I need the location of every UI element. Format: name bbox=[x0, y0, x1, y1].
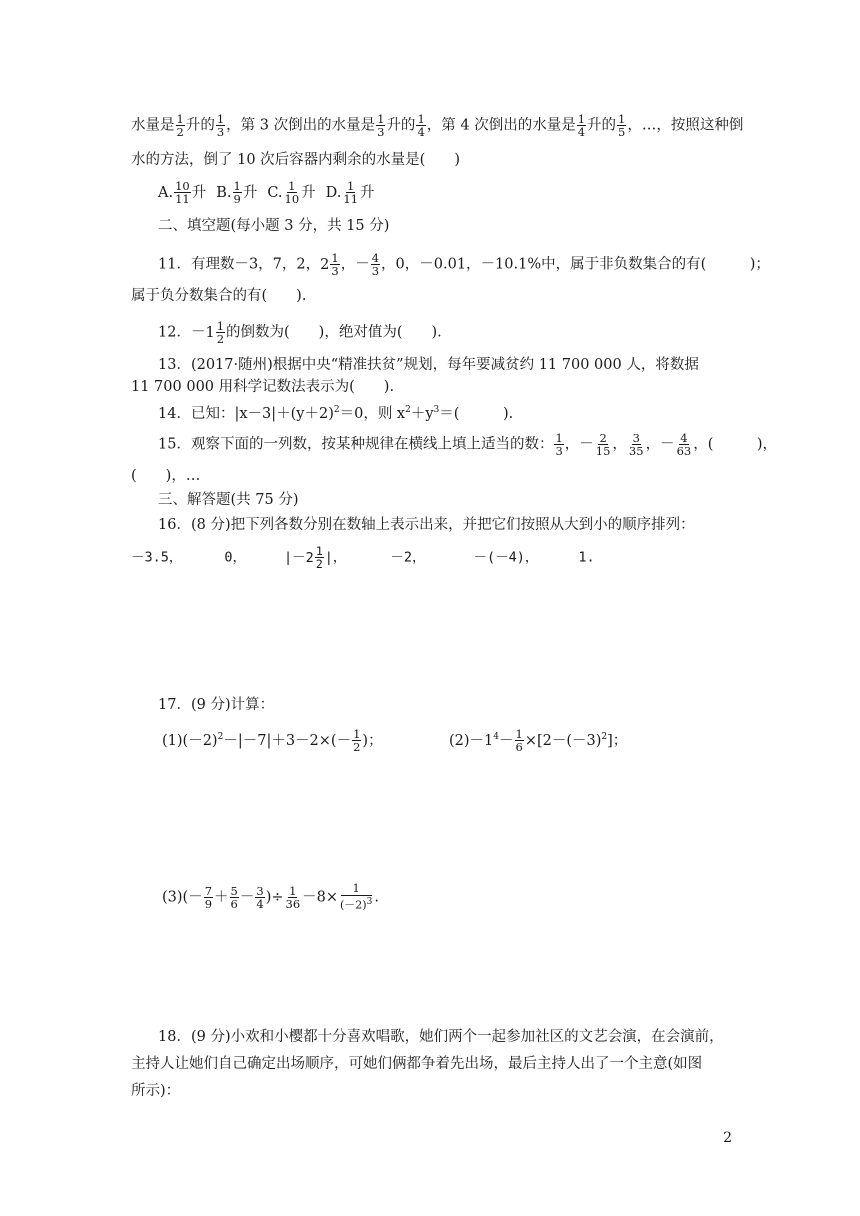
question-11-line-2: 属于负分数集合的有( ). bbox=[131, 288, 307, 304]
q10-line-2: 水的方法，倒了 10 次后容器内剩余的水量是( ) bbox=[131, 152, 460, 168]
fraction: $\frac{1}{2}$ bbox=[176, 112, 184, 139]
fraction: $\frac{1}{3}$ bbox=[377, 112, 385, 139]
question-11-line-1: 11．有理数－3，7，2， 2 $\frac{1}{3}$ ，－ $\frac{4}{3}$ ，0，－0.01，－10.1%中，属于非负数集合的有( )； bbox=[158, 251, 770, 278]
mixed-number: 2 $\frac{1}{3}$ bbox=[320, 251, 339, 278]
question-14: 14．已知：$|x-3|+(y+2)^2=0$，则 $x^2+y^3=$( ). bbox=[158, 405, 514, 422]
fraction: $\frac{1}{6}$ bbox=[515, 727, 523, 755]
question-13-line-1: 13．(2017·随州)根据中央“精准扶贫”规划，每年要减贫约 11 700 000 人，将数据 bbox=[158, 357, 699, 373]
question-18-line-2: 主持人让她们自己确定出场顺序，可她们俩都争着先出场，最后主持人出了一个主意(如图 bbox=[131, 1056, 703, 1072]
question-17-title: 17．(9 分)计算： bbox=[158, 697, 275, 713]
fraction: $\frac{2}{15}$ bbox=[595, 431, 611, 458]
question-15-line-1: 15．观察下面的一列数，按某种规律在横线上填上适当的数： $\frac{1}{3}$ ，－ $\frac{2}{15}$ ， $\frac{3}{35}$ ，－ $\frac{4}{63}$ ，( )， bbox=[158, 431, 778, 458]
option-b: B. $\frac{1}{9}$ 升 bbox=[216, 179, 258, 206]
question-12: 12．－ 1 $\frac{1}{2}$ 的倒数为( )，绝对值为( ). bbox=[158, 319, 442, 346]
fraction: $\frac{1}{(-2)^3}$ bbox=[340, 882, 373, 912]
option-d: D. $\frac{1}{11}$ 升 bbox=[325, 179, 375, 206]
question-17-part-1: $(1)(-2)^2-|-7|+3-2\times(-$ $\frac{1}{2}$ )； bbox=[162, 727, 383, 755]
q10-line-1: 水量是 $\frac{1}{2}$ 升的 $\frac{1}{3}$ ，第 3 次倒出的水量是 $\frac{1}{3}$ 升的 $\frac{1}{4}$ ，第 4 次倒出的水量是 $\frac{1}{4}$ 升的 $\frac{1}{5}$ ，…，按照这种倒 bbox=[131, 112, 744, 139]
question-17-part-2: $(2)-1^4-$ $\frac{1}{6}$ $\times[2-(-3)^2]$； bbox=[449, 727, 628, 755]
option-c: C. $\frac{1}{10}$ 升 bbox=[267, 179, 316, 206]
fraction: $\frac{1}{36}$ bbox=[285, 883, 301, 911]
mixed-number: 1 $\frac{1}{2}$ bbox=[205, 319, 225, 346]
question-15-line-2: ( )，… bbox=[131, 468, 201, 484]
fraction: $\frac{7}{9}$ bbox=[204, 883, 213, 911]
question-18-line-3: 所示)： bbox=[131, 1083, 181, 1099]
option-a: A. $\frac{10}{11}$ 升 bbox=[158, 179, 207, 206]
question-16-line-1: 16．(8 分)把下列各数分别在数轴上表示出来，并把它们按照从大到小的顺序排列： bbox=[158, 517, 695, 533]
fraction: $\frac{5}{6}$ bbox=[230, 883, 238, 911]
question-16-numbers: －3.5， 0， |－ 2 $\frac{1}{2}$ |， －2， －(－4)， 1. bbox=[131, 544, 595, 571]
fraction: $\frac{1}{5}$ bbox=[618, 112, 626, 139]
section-heading-solve: 三、解答题(共 75 分) bbox=[158, 492, 299, 508]
fraction: $\frac{3}{4}$ bbox=[256, 883, 264, 911]
fraction: $\frac{3}{35}$ bbox=[628, 431, 644, 458]
fraction: $\frac{1}{2}$ bbox=[353, 727, 361, 755]
fraction: $\frac{4}{63}$ bbox=[676, 431, 692, 458]
mixed-number: 2 $\frac{1}{2}$ bbox=[305, 544, 323, 571]
page-number: 2 bbox=[723, 1130, 732, 1146]
fraction: $\frac{1}{3}$ bbox=[555, 431, 563, 458]
fraction: $\frac{4}{3}$ bbox=[371, 251, 380, 278]
question-17-part-3: (3)(－ $\frac{7}{9}$ ＋ $\frac{5}{6}$ － $\frac{3}{4}$ )÷ $\frac{1}{36}$ －8× $\frac{1}{(-2)^3}$ . bbox=[162, 882, 379, 912]
q10-options bbox=[158, 180, 375, 205]
question-18-line-1: 18．(9 分)小欢和小樱都十分喜欢唱歌，她们两个一起参加社区的文艺会演，在会演前， bbox=[158, 1029, 724, 1045]
fraction: $\frac{1}{4}$ bbox=[417, 112, 425, 139]
section-heading-fill-in: 二、填空题(每小题 3 分，共 15 分) bbox=[158, 218, 390, 234]
fraction: $\frac{1}{4}$ bbox=[577, 112, 586, 139]
fraction: $\frac{1}{3}$ bbox=[216, 112, 225, 139]
question-13-line-2: 11 700 000 用科学记数法表示为( ). bbox=[131, 379, 395, 395]
